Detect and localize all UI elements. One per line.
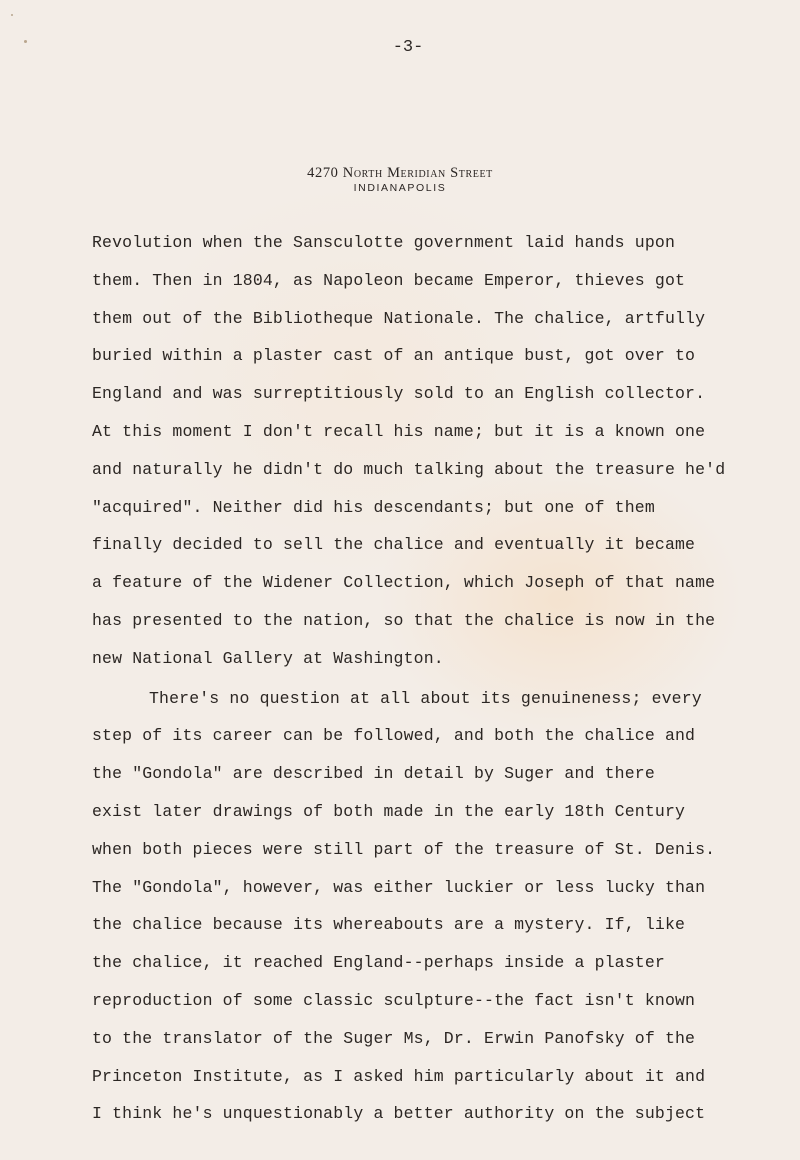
text-line: them out of the Bibliotheque Nationale. The chalice, artfully bbox=[92, 308, 706, 328]
paragraph bbox=[92, 680, 797, 1134]
text-line: the "Gondola" are described in detail by Suger and there bbox=[92, 764, 655, 784]
text-line: Revolution when the Sansculotte government laid hands upon bbox=[92, 233, 675, 252]
text-line: new National Gallery at Washington. bbox=[92, 648, 444, 668]
letter-body bbox=[92, 224, 797, 1133]
letterhead-street: 4270 North Meridian Street bbox=[307, 165, 493, 181]
page-number: -3- bbox=[392, 38, 424, 57]
text-line: the chalice because its whereabouts are a mystery. If, like bbox=[92, 915, 686, 935]
text-line: "acquired". Neither did his descendants; but one of them bbox=[92, 497, 655, 517]
text-line: buried within a plaster cast of an antique bust, got over to bbox=[92, 346, 696, 366]
text-line: to the translator of the Suger Ms, Dr. Erwin Panofsky of the bbox=[92, 1028, 696, 1048]
text-line: I think he's unquestionably a better authority on the subject bbox=[92, 1104, 706, 1124]
text-line: step of its career can be followed, and both the chalice and bbox=[92, 726, 696, 746]
text-line: Princeton Institute, as I asked him particularly about it and bbox=[92, 1066, 706, 1086]
text-line: England and was surreptitiously sold to an English collector. bbox=[92, 384, 706, 404]
letterhead-city: INDIANAPOLIS bbox=[353, 182, 447, 194]
paper-speck bbox=[11, 14, 13, 16]
text-line: when both pieces were still part of the treasure of St. Denis. bbox=[92, 839, 716, 859]
letterhead bbox=[0, 164, 800, 195]
text-line: At this moment I don't recall his name; but it is a known one bbox=[92, 421, 706, 441]
text-line: reproduction of some classic sculpture--the fact isn't known bbox=[92, 990, 696, 1010]
text-line: a feature of the Widener Collection, which Joseph of that name bbox=[92, 573, 716, 593]
text-line: exist later drawings of both made in the early 18th Century bbox=[92, 801, 686, 821]
text-line: The "Gondola", however, was either luckier or less lucky than bbox=[92, 877, 706, 897]
text-line: the chalice, it reached England--perhaps inside a plaster bbox=[92, 953, 665, 973]
paragraph bbox=[92, 224, 797, 678]
text-line: finally decided to sell the chalice and eventually it became bbox=[92, 535, 696, 555]
text-line: There's no question at all about its genuineness; every bbox=[149, 688, 702, 708]
text-line: and naturally he didn't do much talking about the treasure he'd bbox=[92, 459, 726, 479]
text-line: has presented to the nation, so that the chalice is now in the bbox=[92, 610, 716, 630]
text-line: them. Then in 1804, as Napoleon became Emperor, thieves got bbox=[92, 270, 686, 290]
